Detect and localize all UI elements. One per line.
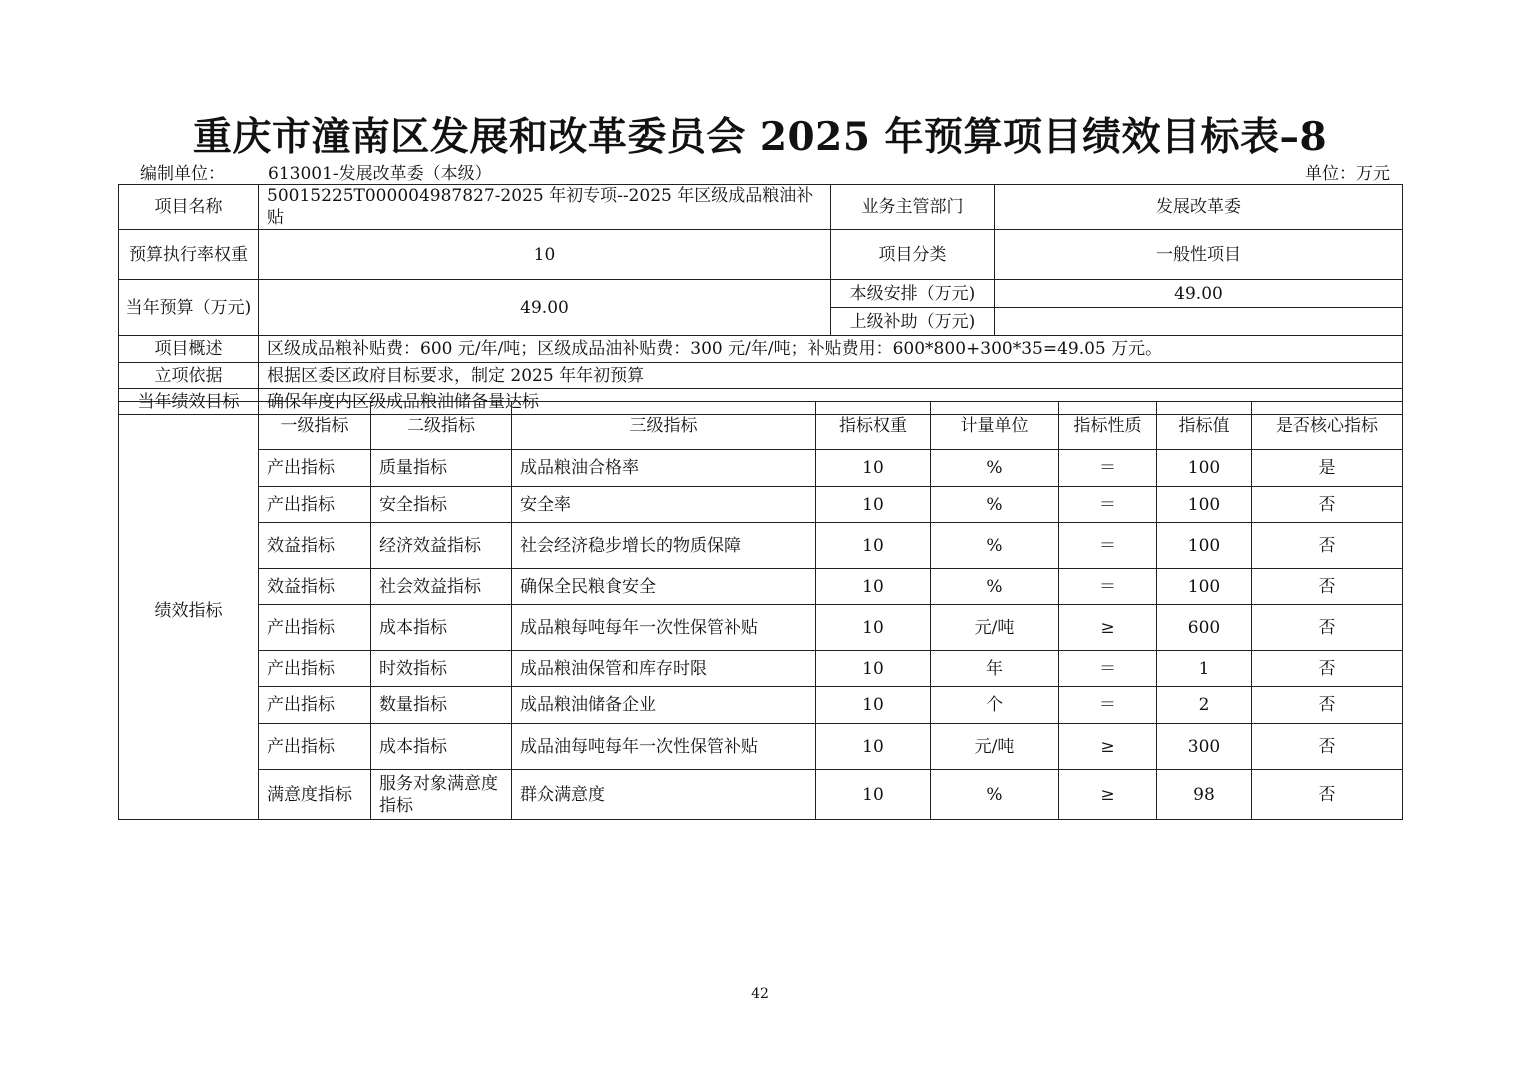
weight-value: 10 bbox=[259, 230, 831, 280]
indicator-row bbox=[119, 687, 1403, 724]
level1-cell: 产出指标 bbox=[259, 724, 371, 770]
currency-unit: 单位：万元 bbox=[1305, 164, 1390, 184]
level2-cell: 安全指标 bbox=[371, 487, 512, 523]
unit-cell: % bbox=[931, 450, 1059, 487]
level1-cell: 产出指标 bbox=[259, 450, 371, 487]
unit-cell: 元/吨 bbox=[931, 605, 1059, 651]
weight-cell: 10 bbox=[816, 770, 931, 820]
level3-cell: 成品油每吨每年一次性保管补贴 bbox=[512, 724, 816, 770]
weight-cell: 10 bbox=[816, 651, 931, 687]
unit-cell: 元/吨 bbox=[931, 724, 1059, 770]
level3-cell: 成品粮每吨每年一次性保管补贴 bbox=[512, 605, 816, 651]
overview-value: 区级成品粮补贴费：600 元/年/吨；区级成品油补贴费：300 元/年/吨；补贴费用：600*800+300*35=49.05 万元。 bbox=[259, 336, 1403, 363]
project-info-table bbox=[118, 184, 1403, 415]
header-core: 是否核心指标 bbox=[1252, 402, 1403, 450]
unit-cell: % bbox=[931, 569, 1059, 605]
goal-value: 确保年度内区级成品粮油储备量达标 bbox=[259, 389, 1403, 415]
value-cell: 1 bbox=[1157, 651, 1252, 687]
nature-cell: ＝ bbox=[1059, 487, 1157, 523]
level2-cell: 数量指标 bbox=[371, 687, 512, 724]
value-cell: 100 bbox=[1157, 569, 1252, 605]
level3-cell: 成品粮油储备企业 bbox=[512, 687, 816, 724]
weight-cell: 10 bbox=[816, 487, 931, 523]
nature-cell: ≥ bbox=[1059, 724, 1157, 770]
indicator-row bbox=[119, 651, 1403, 687]
level3-cell: 安全率 bbox=[512, 487, 816, 523]
document-title: 重庆市潼南区发展和改革委员会 2025 年预算项目绩效目标表–8 bbox=[192, 114, 1328, 160]
indicator-header-row bbox=[119, 402, 1403, 450]
level2-cell: 时效指标 bbox=[371, 651, 512, 687]
unit-value: 613001-发展改革委（本级） bbox=[268, 164, 492, 184]
value-cell: 100 bbox=[1157, 450, 1252, 487]
level1-cell: 产出指标 bbox=[259, 651, 371, 687]
unit-cell: % bbox=[931, 487, 1059, 523]
level3-cell: 群众满意度 bbox=[512, 770, 816, 820]
upper-funding-value bbox=[995, 308, 1403, 336]
core-cell: 否 bbox=[1252, 770, 1403, 820]
weight-label: 预算执行率权重 bbox=[119, 230, 259, 280]
indicator-row bbox=[119, 450, 1403, 487]
indicator-row bbox=[119, 605, 1403, 651]
level1-cell: 产出指标 bbox=[259, 605, 371, 651]
project-name-value: 50015225T000004987827-2025 年初专项--2025 年区级成品粮油补贴 bbox=[259, 185, 831, 230]
level1-cell: 效益指标 bbox=[259, 569, 371, 605]
indicator-row bbox=[119, 724, 1403, 770]
level2-cell: 服务对象满意度指标 bbox=[371, 770, 512, 820]
budget-label: 当年预算（万元) bbox=[119, 280, 259, 336]
category-label: 项目分类 bbox=[831, 230, 995, 280]
level2-cell: 成本指标 bbox=[371, 605, 512, 651]
core-cell: 否 bbox=[1252, 687, 1403, 724]
header-value: 指标值 bbox=[1157, 402, 1252, 450]
weight-cell: 10 bbox=[816, 523, 931, 569]
overview-label: 项目概述 bbox=[119, 336, 259, 363]
upper-funding-label: 上级补助（万元) bbox=[831, 308, 995, 336]
value-cell: 98 bbox=[1157, 770, 1252, 820]
nature-cell: ≥ bbox=[1059, 605, 1157, 651]
value-cell: 600 bbox=[1157, 605, 1252, 651]
value-cell: 2 bbox=[1157, 687, 1252, 724]
dept-label: 业务主管部门 bbox=[831, 185, 995, 230]
core-cell: 否 bbox=[1252, 605, 1403, 651]
value-cell: 100 bbox=[1157, 523, 1252, 569]
local-funding-label: 本级安排（万元) bbox=[831, 280, 995, 308]
weight-cell: 10 bbox=[816, 724, 931, 770]
core-cell: 是 bbox=[1252, 450, 1403, 487]
header-level3: 三级指标 bbox=[512, 402, 816, 450]
indicator-row bbox=[119, 487, 1403, 523]
level3-cell: 确保全民粮食安全 bbox=[512, 569, 816, 605]
budget-value: 49.00 bbox=[259, 280, 831, 336]
level2-cell: 质量指标 bbox=[371, 450, 512, 487]
project-name-label: 项目名称 bbox=[119, 185, 259, 230]
performance-indicator-label: 绩效指标 bbox=[119, 402, 259, 820]
basis-label: 立项依据 bbox=[119, 363, 259, 389]
indicator-row bbox=[119, 770, 1403, 820]
goal-label: 当年绩效目标 bbox=[119, 389, 259, 415]
core-cell: 否 bbox=[1252, 523, 1403, 569]
level1-cell: 产出指标 bbox=[259, 687, 371, 724]
level2-cell: 成本指标 bbox=[371, 724, 512, 770]
level1-cell: 产出指标 bbox=[259, 487, 371, 523]
core-cell: 否 bbox=[1252, 569, 1403, 605]
header-level2: 二级指标 bbox=[371, 402, 512, 450]
weight-cell: 10 bbox=[816, 605, 931, 651]
nature-cell: ＝ bbox=[1059, 450, 1157, 487]
weight-cell: 10 bbox=[816, 687, 931, 724]
level3-cell: 社会经济稳步增长的物质保障 bbox=[512, 523, 816, 569]
core-cell: 否 bbox=[1252, 487, 1403, 523]
nature-cell: ＝ bbox=[1059, 651, 1157, 687]
header-nature: 指标性质 bbox=[1059, 402, 1157, 450]
level2-cell: 社会效益指标 bbox=[371, 569, 512, 605]
header-weight: 指标权重 bbox=[816, 402, 931, 450]
value-cell: 100 bbox=[1157, 487, 1252, 523]
weight-cell: 10 bbox=[816, 569, 931, 605]
level2-cell: 经济效益指标 bbox=[371, 523, 512, 569]
unit-cell: 年 bbox=[931, 651, 1059, 687]
nature-cell: ≥ bbox=[1059, 770, 1157, 820]
unit-cell: 个 bbox=[931, 687, 1059, 724]
core-cell: 否 bbox=[1252, 724, 1403, 770]
unit-cell: % bbox=[931, 523, 1059, 569]
nature-cell: ＝ bbox=[1059, 687, 1157, 724]
basis-value: 根据区委区政府目标要求，制定 2025 年年初预算 bbox=[259, 363, 1403, 389]
header-level1: 一级指标 bbox=[259, 402, 371, 450]
level1-cell: 满意度指标 bbox=[259, 770, 371, 820]
unit-cell: % bbox=[931, 770, 1059, 820]
category-value: 一般性项目 bbox=[995, 230, 1403, 280]
nature-cell: ＝ bbox=[1059, 523, 1157, 569]
local-funding-value: 49.00 bbox=[995, 280, 1403, 308]
nature-cell: ＝ bbox=[1059, 569, 1157, 605]
indicator-row bbox=[119, 523, 1403, 569]
header-unit: 计量单位 bbox=[931, 402, 1059, 450]
level3-cell: 成品粮油合格率 bbox=[512, 450, 816, 487]
weight-cell: 10 bbox=[816, 450, 931, 487]
unit-label: 编制单位： bbox=[140, 164, 225, 184]
level3-cell: 成品粮油保管和库存时限 bbox=[512, 651, 816, 687]
level1-cell: 效益指标 bbox=[259, 523, 371, 569]
indicator-table bbox=[118, 401, 1403, 820]
core-cell: 否 bbox=[1252, 651, 1403, 687]
indicator-row bbox=[119, 569, 1403, 605]
dept-value: 发展改革委 bbox=[995, 185, 1403, 230]
page-number: 42 bbox=[751, 986, 769, 1002]
value-cell: 300 bbox=[1157, 724, 1252, 770]
